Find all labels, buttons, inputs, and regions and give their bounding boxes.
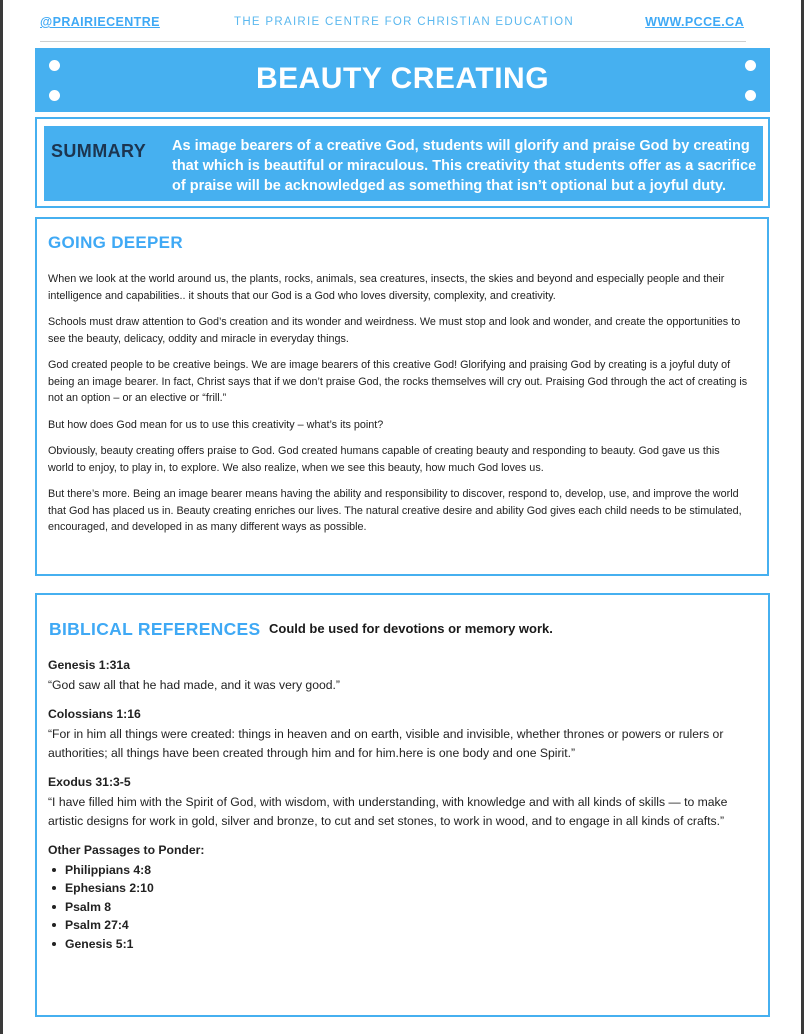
- biblical-references-heading: BIBLICAL REFERENCES: [49, 619, 261, 639]
- social-handle-link[interactable]: @PRAIRIECENTRE: [40, 15, 160, 29]
- biblical-references-section: [35, 593, 770, 1017]
- reference-quote: “I have filled him with the Spirit of God, with wisdom, with understanding, with knowledge and with all kinds of skills — to make artistic designs for work in gold, silver and bronze, to cut and set stones, to work in wood, and to engage in all kinds of crafts.”: [48, 795, 728, 828]
- paragraph: Obviously, beauty creating offers praise to God. God created humans capable of creating beauty and responding to beauty. God gave us this world to enjoy, to play in, to explore. We also realize, when we see this beauty, how much God loves us.: [48, 445, 720, 474]
- passage-item: Philippians 4:8: [48, 861, 760, 879]
- paragraph: When we look at the world around us, the plants, rocks, animals, sea creatures, insects, the skies and beyond and especially people and their intelligence and capabilities.. it shouts that our God is a God who loves diversity, complexity, and creativity.: [48, 273, 725, 302]
- paragraph: Schools must draw attention to God’s creation and its wonder and weirdness. We must stop and look and wonder, and create the opportunities to see the beauty, delicacy, oddity and miracle in everyday things.: [48, 316, 741, 345]
- website-link[interactable]: WWW.PCCE.CA: [645, 15, 744, 29]
- reference-citation: Colossians 1:16: [48, 707, 141, 721]
- reference-citation: Genesis 1:31a: [48, 658, 130, 672]
- organization-name: THE PRAIRIE CENTRE FOR CHRISTIAN EDUCATION: [234, 16, 574, 28]
- paragraph: But there’s more. Being an image bearer means having the ability and responsibility to discover, respond to, develop, use, and improve the world that God has placed us in. Beauty creating enriches our lives. The natural creative desire and ability God gives each child needs to be stimulated, encouraged, and developed in as many different ways as possible.: [48, 488, 742, 533]
- reference-quote: “God saw all that he had made, and it was very good.”: [48, 678, 340, 692]
- other-passages-heading: Other Passages to Ponder:: [48, 843, 205, 857]
- summary-section: [35, 117, 770, 208]
- references-list: [48, 656, 760, 953]
- going-deeper-section: [35, 217, 769, 576]
- biblical-references-subheading: Could be used for devotions or memory work.: [269, 621, 553, 636]
- reference-quote: “For in him all things were created: things in heaven and on earth, visible and invisible, whether thrones or powers or rulers or authorities; all things have been created through him and for him.here is one body and one Spirit.”: [48, 727, 724, 760]
- going-deeper-heading: GOING DEEPER: [48, 233, 183, 252]
- page-title: BEAUTY CREATING: [255, 62, 550, 95]
- passage-item: Ephesians 2:10: [48, 879, 760, 897]
- reference-citation: Exodus 31:3-5: [48, 775, 131, 789]
- paragraph: But how does God mean for us to use this creativity – what’s its point?: [48, 418, 384, 431]
- header-divider: [40, 41, 746, 42]
- going-deeper-body: [48, 271, 748, 546]
- other-passages-list: [48, 861, 760, 953]
- title-banner: [35, 48, 770, 112]
- page-edge-left: [0, 0, 3, 1034]
- passage-item: Psalm 27:4: [48, 916, 760, 934]
- summary-text: As image bearers of a creative God, students will glorify and praise God by creating that which is beautiful or miraculous. This creativity that students offer as a sacrifice of praise will be acknowledged as something that isn’t optional but a joyful duty.: [172, 138, 757, 194]
- top-bar: [40, 15, 746, 33]
- passage-item: Psalm 8: [48, 898, 760, 916]
- passage-item: Genesis 5:1: [48, 935, 760, 953]
- summary-label: SUMMARY: [51, 141, 147, 161]
- paragraph: God created people to be creative beings. We are image bearers of this creative God! Glorifying and praising God by creating is a joyful duty of being an image bearer. In fact, Christ says that if we don’t praise God, the rocks themselves will cry out. Praising God through the act of creating is not an option – or an elective or “frill.”: [48, 359, 748, 404]
- summary-panel: [44, 126, 763, 201]
